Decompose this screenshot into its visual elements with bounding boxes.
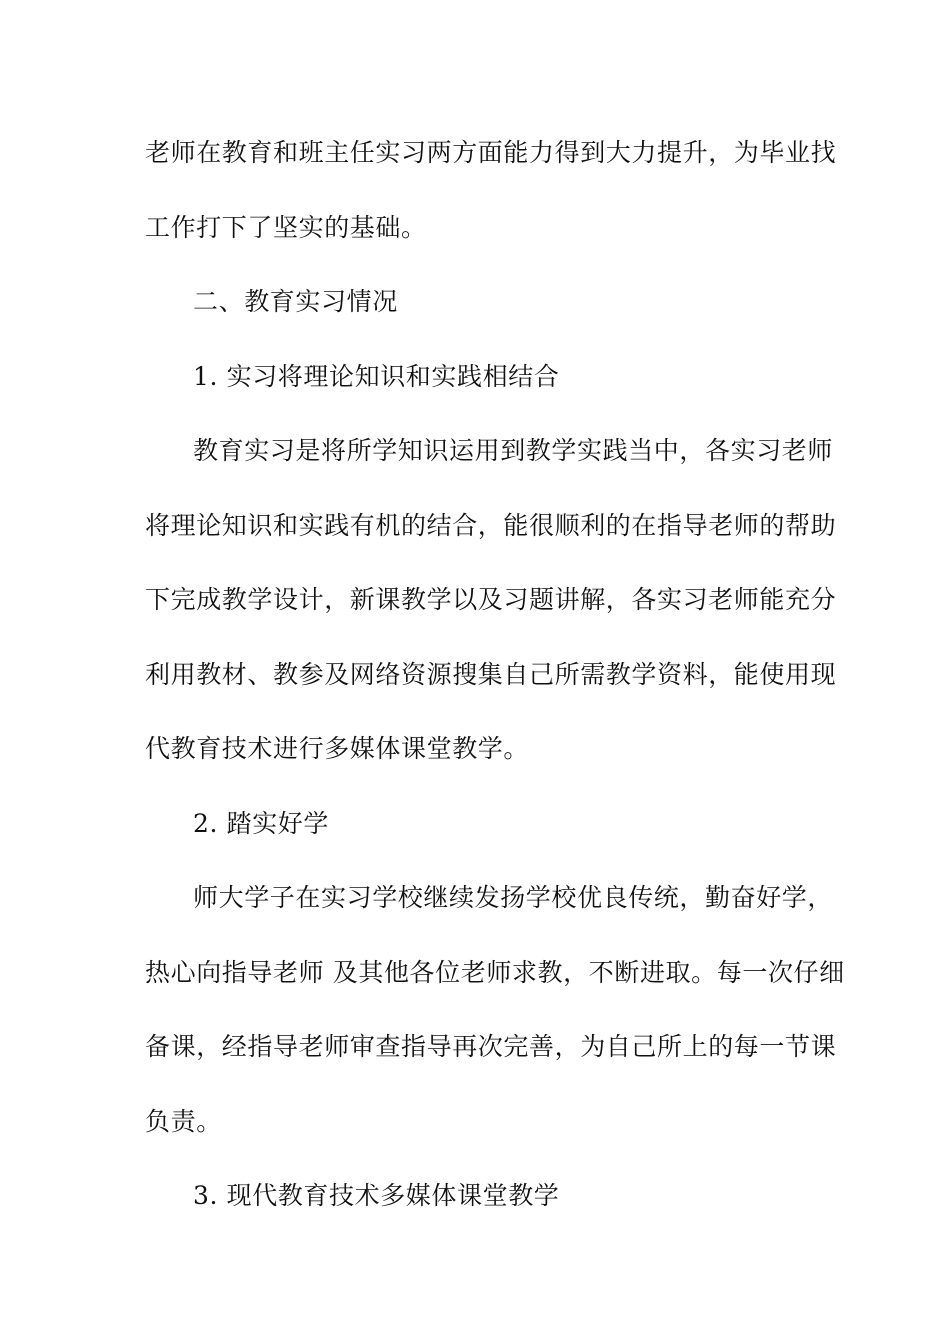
subsection-heading: 3. 现代教育技术多媒体课堂教学 — [193, 1181, 560, 1210]
text-line: 下完成教学设计，新课教学以及习题讲解，各实习老师能充分 — [145, 585, 837, 614]
text-line: 代教育技术进行多媒体课堂教学。 — [145, 734, 530, 763]
subsection-heading: 1. 实习将理论知识和实践相结合 — [193, 362, 560, 391]
subsection-heading: 2. 踏实好学 — [193, 809, 329, 838]
section-heading: 二、教育实习情况 — [193, 287, 398, 316]
text-line: 将理论知识和实践有机的结合，能很顺利的在指导老师的帮助 — [145, 511, 837, 540]
text-line: 工作打下了坚实的基础。 — [145, 213, 427, 242]
text-line: 利用教材、教参及网络资源搜集自己所需教学资料，能使用现 — [145, 660, 837, 689]
text-line: 老师在教育和班主任实习两方面能力得到大力提升，为毕业找 — [145, 138, 837, 167]
text-line: 教育实习是将所学知识运用到教学实践当中，各实习老师 — [193, 436, 834, 465]
text-line: 师大学子在实习学校继续发扬学校优良传统，勤奋好学， — [193, 883, 834, 912]
text-line: 热心向指导老师 及其他各位老师求教，不断进取。每一次仔细 — [145, 958, 845, 987]
text-line: 负责。 — [145, 1107, 222, 1136]
text-line: 备课，经指导老师审查指导再次完善，为自己所上的每一节课 — [145, 1032, 837, 1061]
